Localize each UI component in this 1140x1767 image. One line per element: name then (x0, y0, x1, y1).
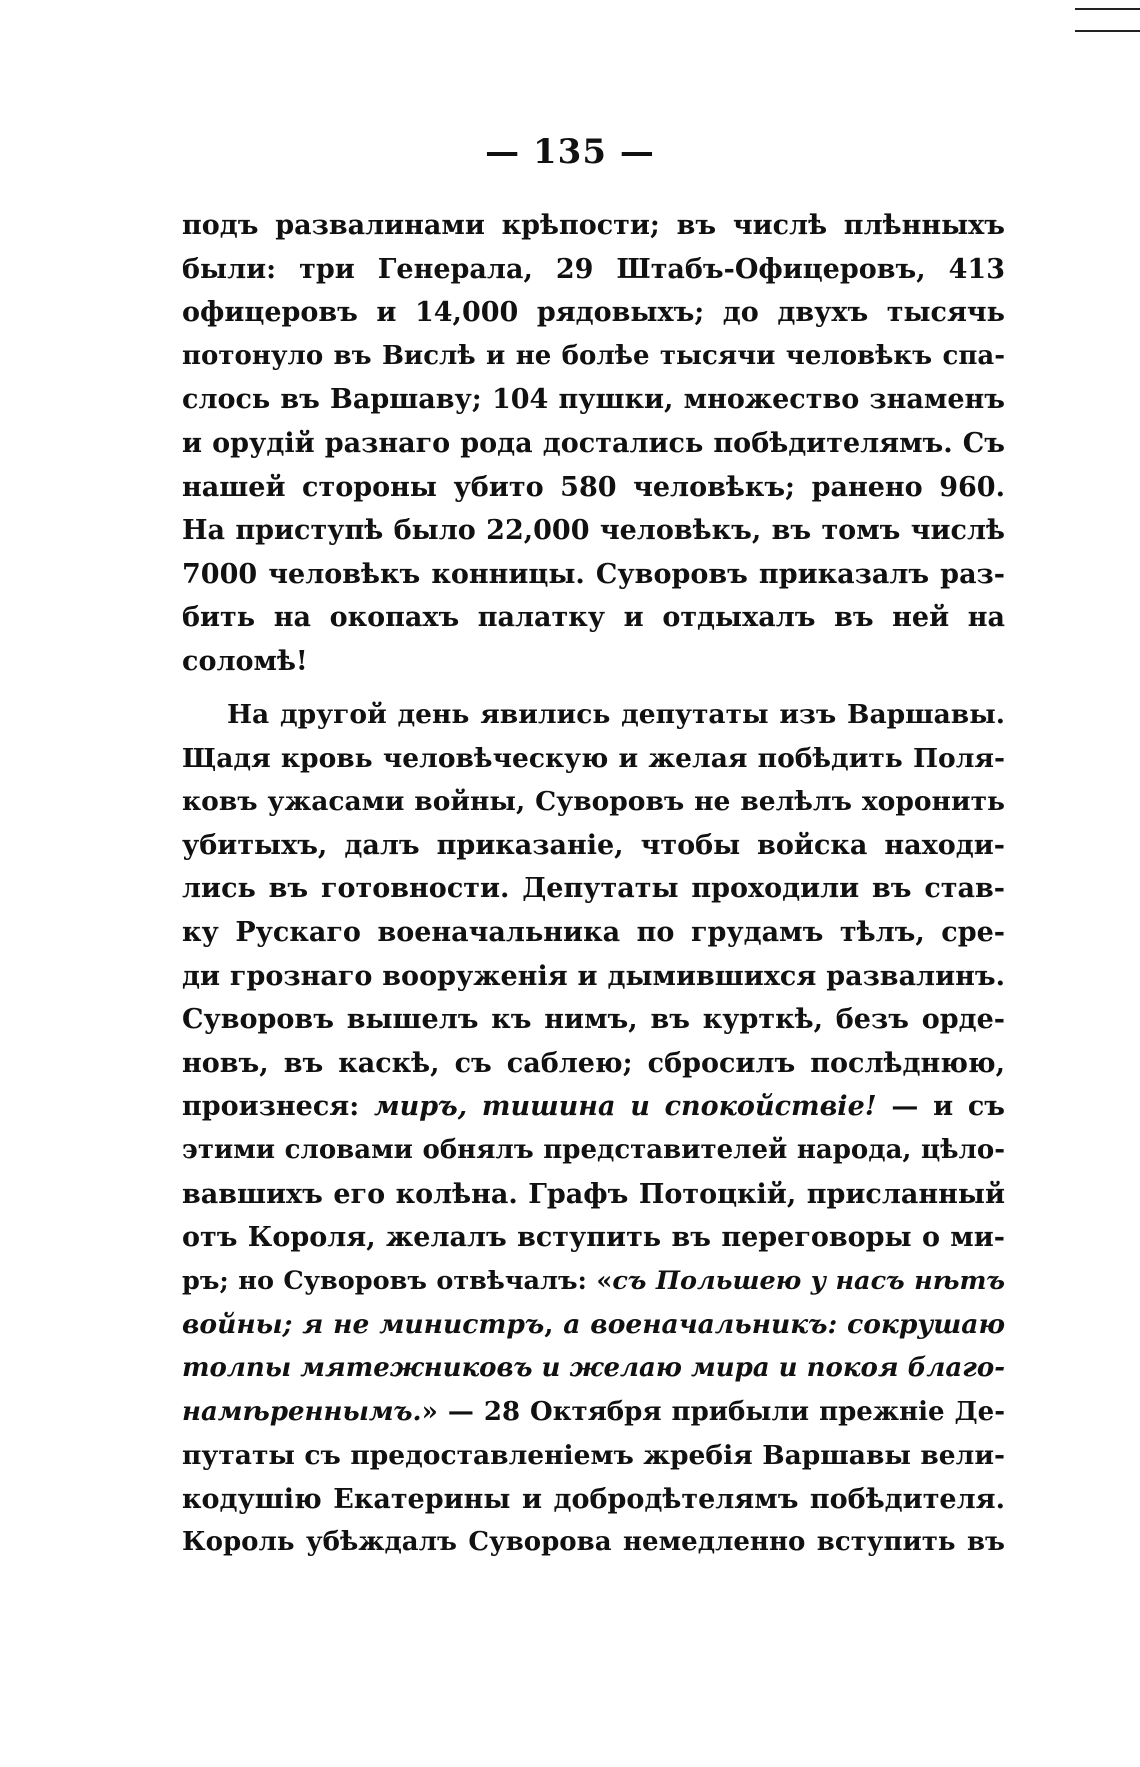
italic-quote: а военачальникъ: сокрушаю (563, 1309, 1005, 1341)
text-span: — и съ (876, 1091, 1005, 1123)
text-line: ди грознаго вооруженія и дымившихся развалинъ. (182, 960, 1005, 992)
text-span: , (544, 1309, 564, 1341)
text-span: » — 28 Октября прибыли прежніе Де- (421, 1396, 1005, 1427)
text-line: вавшихъ его колѣна. Графъ Потоцкій, присланный (182, 1178, 1005, 1210)
italic-quote: толпы мятежниковъ и желаю мира и покоя благо- (182, 1352, 1005, 1383)
text-line: отъ Короля, желалъ вступить въ переговоры о ми- (182, 1222, 1005, 1254)
text-line: ку Рускаго военачальника по грудамъ тѣлъ, сре- (182, 916, 1005, 948)
text-line (182, 1347, 1005, 1391)
paragraph-1 (182, 204, 1005, 684)
text-line: новъ, въ каскѣ, съ саблею; сбросилъ послѣднюю, (182, 1047, 1005, 1079)
text-line: подъ развалинами крѣпости; въ числѣ плѣнныхъ (182, 210, 1005, 241)
italic-quote: намѣреннымъ. (182, 1396, 422, 1427)
text-line: На другой день явились депутаты изъ Варшавы. (227, 699, 1005, 730)
text-line: соломѣ! (182, 645, 308, 677)
text-line: 7000 человѣкъ конницы. Суворовъ приказалъ раз- (182, 558, 1005, 590)
text-line: Суворовъ вышелъ къ нимъ, въ курткѣ, безъ орде- (182, 1004, 1005, 1036)
text-line: путаты съ предоставленіемъ жребія Варшавы вели- (182, 1440, 1005, 1472)
text-line (182, 1260, 1005, 1304)
text-line: этими словами обнялъ представителей народа, цѣло- (182, 1134, 1005, 1165)
text-line: убитыхъ, далъ приказаніе, чтобы войска находи- (182, 829, 1005, 861)
text-line: лись въ готовности. Депутаты проходили въ став- (182, 873, 1005, 905)
text-line (182, 1085, 1005, 1129)
text-line (182, 1303, 1005, 1347)
second-rule-line (1075, 30, 1140, 32)
text-line: кодушію Екатерины и добродѣтелямъ побѣдителя. (182, 1483, 1005, 1515)
paragraph-2 (182, 693, 1005, 1565)
text-line (182, 1391, 1005, 1435)
italic-quote: войны; я не министръ (182, 1309, 545, 1341)
italic-quote: миръ, тишина и спокойствіе! (373, 1091, 877, 1123)
text-line: были: три Генерала, 29 Штабъ-Офицеровъ, 413 (182, 253, 1005, 285)
text-line: и орудій разнаго рода достались побѣдителямъ. Съ (182, 427, 1005, 459)
text-span: произнеся: (182, 1091, 374, 1123)
text-line: На приступѣ было 22,000 человѣкъ, въ томъ числѣ (182, 515, 1005, 547)
top-rule-line (1075, 8, 1140, 10)
text-span: ръ; но Суворовъ отвѣчалъ: « (182, 1265, 613, 1296)
text-line: слось въ Варшаву; 104 пушки, множество знаменъ (182, 384, 1005, 416)
text-line: потонуло въ Вислѣ и не болѣе тысячи человѣкъ спа- (182, 340, 1005, 371)
italic-quote: съ Польшею у насъ нѣтъ (612, 1265, 1005, 1296)
text-line: Щадя кровь человѣческую и желая побѣдить Поля- (182, 742, 1005, 774)
text-line: Король убѣждалъ Суворова немедленно вступить въ (182, 1527, 1005, 1558)
page-number: — 135 — (485, 132, 655, 172)
text-line: нашей стороны убито 580 человѣкъ; ранено 960. (182, 471, 1005, 503)
text-line: бить на окопахъ палатку и отдыхалъ въ ней на (182, 602, 1005, 634)
text-line: офицеровъ и 14,000 рядовыхъ; до двухъ тысячь (182, 297, 1005, 329)
text-line: ковъ ужасами войны, Суворовъ не велѣлъ хоронить (182, 786, 1005, 818)
